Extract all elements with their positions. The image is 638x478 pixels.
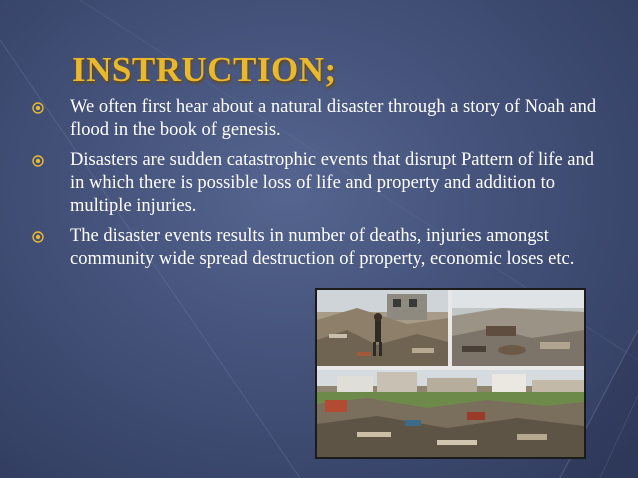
bullet-text: Disasters are sudden catastrophic events that disrupt Pattern of life and in which there is possible loss of life and property and addition to multiple injuries. bbox=[70, 150, 595, 216]
bullet-text: The disaster events results in number of deaths, injuries amongst community wide spread destruction of property, economic loses etc. bbox=[70, 226, 575, 269]
bullet-list bbox=[30, 96, 610, 278]
bullet-item bbox=[30, 149, 610, 218]
circled-dot-icon bbox=[32, 231, 44, 243]
slide-title: INSTRUCTION; bbox=[72, 50, 337, 89]
bullet-text: We often first hear about a natural disaster through a story of Noah and flood in the book of genesis. bbox=[70, 97, 597, 140]
photo-wide-destruction bbox=[317, 370, 584, 457]
photo-flood-debris bbox=[452, 290, 584, 366]
photo-rubble-person bbox=[317, 290, 448, 366]
circled-dot-icon bbox=[32, 155, 44, 167]
disaster-photo-collage bbox=[315, 288, 586, 459]
bullet-item bbox=[30, 96, 610, 142]
circled-dot-icon bbox=[32, 102, 44, 114]
bullet-item bbox=[30, 225, 610, 271]
